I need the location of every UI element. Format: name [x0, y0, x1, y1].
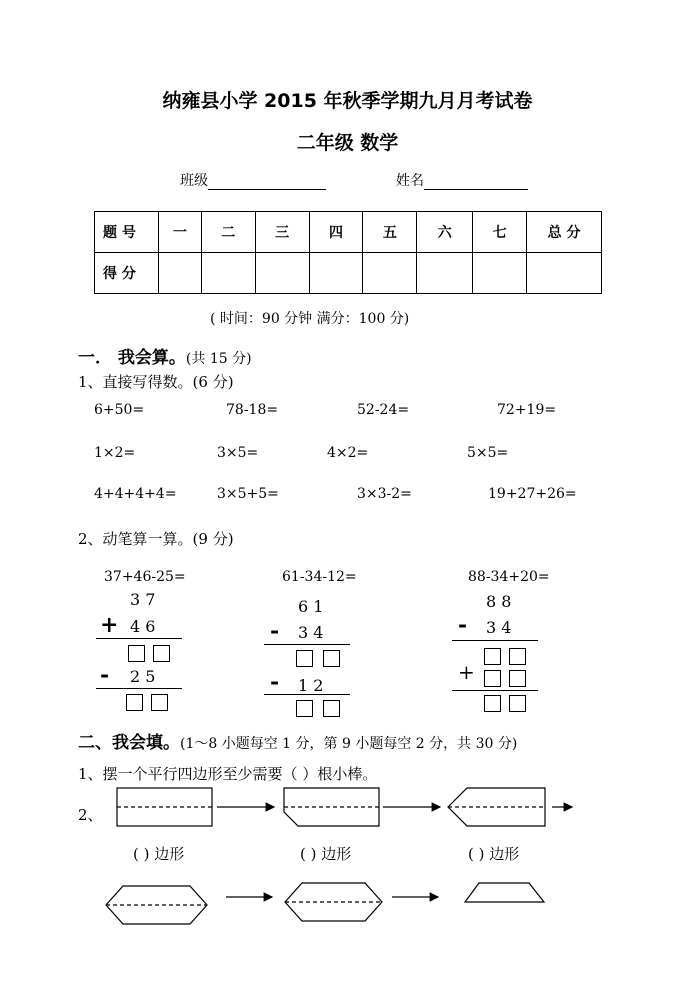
question-2-2: 2、: [78, 806, 103, 824]
answer-box[interactable]: [509, 670, 526, 687]
table-cell: 三: [255, 212, 309, 253]
problem: 4+4+4+4=: [94, 486, 177, 502]
calc-line: [264, 644, 350, 645]
section2-heading: [78, 728, 517, 753]
answer-box[interactable]: [323, 650, 340, 667]
time-note: ( 时间：90 分钟 满分：100 分): [210, 311, 410, 327]
answer-box[interactable]: [151, 694, 168, 711]
minus-operator: -: [100, 662, 110, 688]
section1-note: (共 15 分): [185, 351, 252, 367]
score-cell[interactable]: [158, 253, 201, 294]
answer-box[interactable]: [296, 650, 313, 667]
answer-box[interactable]: [509, 695, 526, 712]
calc-a-third: 2 5: [130, 667, 156, 686]
score-cell[interactable]: [255, 253, 309, 294]
problem: 6+50=: [94, 402, 145, 418]
problem: 5×5=: [467, 445, 509, 461]
answer-box[interactable]: [484, 648, 501, 665]
table-cell: 得 分: [95, 253, 159, 294]
calc-a-top: 3 7: [130, 590, 156, 609]
problem: 3×5+5=: [217, 486, 279, 502]
problem: 52-24=: [357, 402, 410, 418]
trapezoid-shape: [465, 883, 544, 902]
minus-operator: -: [270, 618, 280, 644]
problem: 88-34+20=: [468, 569, 550, 585]
answer-label[interactable]: ( ) 边形: [300, 845, 352, 863]
calc-line: [264, 694, 350, 695]
answer-label[interactable]: ( ) 边形: [468, 845, 520, 863]
problem: 19+27+26=: [488, 486, 577, 502]
calc-c-top: 8 8: [486, 592, 512, 611]
section2-note: (1～8 小题每空 1 分，第 9 小题每空 2 分，共 30 分): [180, 736, 518, 752]
answer-box[interactable]: [509, 648, 526, 665]
problem: 72+19=: [497, 402, 557, 418]
table-cell: 五: [363, 212, 417, 253]
problem: 1×2=: [94, 445, 136, 461]
table-cell: 七: [473, 212, 527, 253]
table-cell: 二: [201, 212, 255, 253]
name-label: 姓名: [396, 173, 424, 189]
plus-operator: +: [100, 612, 119, 638]
problem: 3×5=: [217, 445, 259, 461]
section2-title: 二、我会填。: [78, 733, 180, 753]
problem: 3×3-2=: [357, 486, 412, 502]
calc-line: [452, 640, 538, 641]
problem: 78-18=: [226, 402, 279, 418]
calc-line: [96, 638, 182, 639]
calc-b-third: 1 2: [298, 676, 324, 695]
score-cell[interactable]: [309, 253, 363, 294]
question-1-2: 2、动笔算一算。(9 分): [78, 530, 234, 548]
table-cell: 六: [417, 212, 473, 253]
plus-operator: +: [458, 660, 475, 684]
score-cell[interactable]: [417, 253, 473, 294]
calc-line: [452, 690, 538, 691]
question-2-1: 1、摆一个平行四边形至少需要（ ）根小棒。: [78, 765, 378, 783]
page-title: 纳雍县小学 2015 年秋季学期九月月考试卷: [162, 90, 533, 112]
calc-a-second: 4 6: [130, 617, 156, 636]
calc-line: [96, 688, 182, 689]
score-table-score-row: [95, 253, 602, 294]
answer-box[interactable]: [323, 700, 340, 717]
question-1-1: 1、直接写得数。(6 分): [78, 373, 234, 391]
problem: 4×2=: [327, 445, 369, 461]
answer-box[interactable]: [153, 645, 170, 662]
name-field[interactable]: [396, 170, 528, 190]
score-cell[interactable]: [201, 253, 255, 294]
answer-box[interactable]: [484, 670, 501, 687]
name-blank[interactable]: [424, 173, 528, 190]
problem: 61-34-12=: [282, 569, 357, 585]
score-cell[interactable]: [363, 253, 417, 294]
answer-label[interactable]: ( ) 边形: [133, 845, 185, 863]
calc-c-second: 3 4: [486, 618, 512, 637]
minus-operator: -: [270, 669, 280, 695]
table-cell: 四: [309, 212, 363, 253]
section1-heading: [78, 343, 252, 368]
answer-box[interactable]: [126, 694, 143, 711]
score-cell[interactable]: [527, 253, 602, 294]
page-subtitle: 二年级 数学: [296, 132, 399, 154]
section1-title: 一． 我会算。: [78, 348, 186, 368]
answer-box[interactable]: [296, 700, 313, 717]
calc-b-top: 6 1: [298, 597, 324, 616]
class-field[interactable]: [180, 170, 326, 190]
class-label: 班级: [180, 173, 208, 189]
score-cell[interactable]: [473, 253, 527, 294]
problem: 37+46-25=: [104, 569, 186, 585]
answer-box[interactable]: [484, 695, 501, 712]
minus-operator: -: [458, 612, 468, 638]
table-cell: 总 分: [527, 212, 602, 253]
table-cell: 一: [158, 212, 201, 253]
class-blank[interactable]: [208, 173, 326, 190]
answer-box[interactable]: [128, 645, 145, 662]
calc-b-second: 3 4: [298, 623, 324, 642]
score-table: [94, 211, 602, 294]
score-table-header-row: [95, 212, 602, 253]
table-cell: 题 号: [95, 212, 159, 253]
